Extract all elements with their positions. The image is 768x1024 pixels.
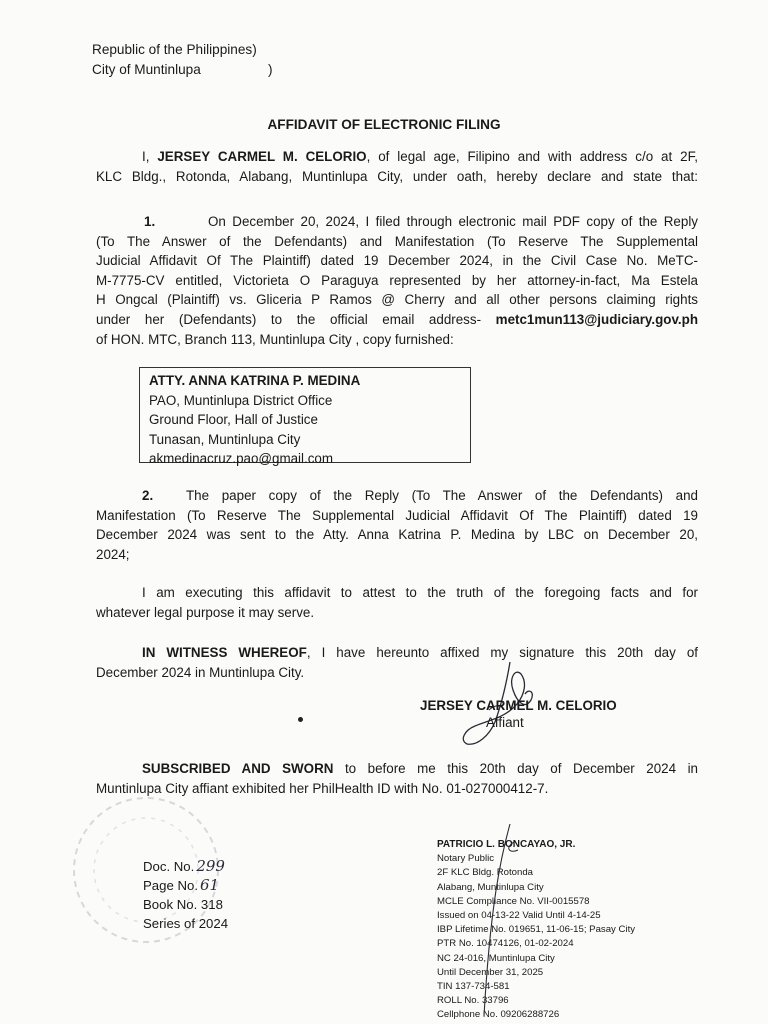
page-number-handwritten: 61 [200, 876, 220, 894]
intro-paragraph [96, 147, 698, 186]
venue-city-row [92, 60, 273, 80]
witness-paragraph [96, 643, 698, 682]
para1-number: 1. [144, 214, 156, 229]
ink-dot [298, 717, 303, 722]
furnished-name: ATTY. ANNA KATRINA P. MEDINA [149, 373, 361, 388]
doc-number-row: Doc. No. 299 [143, 857, 225, 875]
para1-line-4: M-7775-CV entitled, Victorieta O Paraguya represented by her attorney-in-fact, Ma Estela [96, 272, 698, 288]
para1-line-6: under her (Defendants) to the official email address- metc1mun113@judiciary.gov.ph [96, 311, 698, 327]
para1-line-2: (To The Answer of the Defendants) and Manifestation (To Reserve The Supplemental [96, 233, 698, 249]
para2-line-4: 2024; [96, 546, 130, 562]
notary-roll: ROLL No. 33796 [437, 995, 509, 1007]
intro-line-2: KLC Bldg., Rotonda, Alabang, Muntinlupa City, under oath, hereby declare and state that: [96, 168, 698, 184]
book-number: Book No. 318 [143, 897, 223, 912]
executing-line-1: I am executing this affidavit to attest to the truth of the foregoing facts and for [142, 585, 698, 600]
venue-paren: ) [268, 62, 273, 77]
series: Series of 2024 [143, 916, 229, 931]
copy-furnished-box [139, 367, 471, 466]
notary-issued: Issued on 04-13-22 Valid Until 4-14-25 [437, 910, 601, 922]
notary-name: PATRICIO L. BONCAYAO, JR. [437, 839, 576, 850]
signature-block [420, 698, 617, 730]
executing-paragraph [96, 583, 698, 622]
document-title: AFFIDAVIT OF ELECTRONIC FILING [267, 117, 501, 132]
signature-role: Affiant [486, 715, 524, 730]
para2-line-1: 2. The paper copy of the Reply (To The Answer of the Defendants) and [96, 486, 698, 506]
furnished-city: Tunasan, Muntinlupa City [149, 431, 301, 447]
notarial-register [143, 857, 228, 933]
notary-tin: TIN 137-734-581 [437, 981, 510, 993]
notary-mcle: MCLE Compliance No. VII-0015578 [437, 895, 590, 907]
notary-ptr: PTR No. 10474126, 01-02-2024 [437, 938, 574, 950]
witness-line-1: IN WITNESS WHEREOF, I have hereunto affixed my signature this 20th day of [142, 645, 698, 660]
venue-header [92, 40, 273, 80]
para2-number: 2. [142, 488, 154, 503]
venue-country: Republic of the Philippines) [92, 42, 257, 57]
sworn-bold: SUBSCRIBED AND SWORN [142, 761, 334, 776]
notary-address-2: Alabang, Muntinlupa City [437, 881, 544, 893]
furnished-floor: Ground Floor, Hall of Justice [149, 412, 318, 427]
notary-ibp: IBP Lifetime No. 019651, 11-06-15; Pasay City [437, 924, 636, 936]
furnished-email: akmedinacruz.pao@gmail.com [149, 451, 334, 466]
para2-line-2: Manifestation (To Reserve The Supplemental Judicial Affidavit Of The Plaintiff) dated 19 [96, 507, 698, 523]
paragraph-1 [96, 212, 698, 349]
affiant-name: JERSEY CARMEL M. CELORIO [157, 149, 367, 164]
sworn-line-1: SUBSCRIBED AND SWORN to before me this 20th day of December 2024 in [142, 761, 698, 776]
witness-line-2: December 2024 in Muntinlupa City. [96, 664, 305, 680]
executing-line-2: whatever legal purpose it may serve. [96, 604, 315, 620]
signature-name: JERSEY CARMEL M. CELORIO [420, 698, 617, 713]
paragraph-2 [96, 486, 698, 564]
para1-line-1: 1. On December 20, 2024, I filed through electronic mail PDF copy of the Reply [96, 212, 698, 232]
witness-bold: IN WITNESS WHEREOF [142, 645, 307, 660]
venue-city: City of Muntinlupa [92, 62, 201, 77]
notary-cellphone: Cellphone No. 09206288726 [437, 1009, 560, 1021]
official-email: metc1mun113@judiciary.gov.ph [495, 311, 698, 327]
notary-address-1: 2F KLC Bldg. Rotonda [437, 867, 533, 879]
doc-number-handwritten: 299 [196, 857, 225, 875]
para2-line-3: December 2024 was sent to the Atty. Anna Katrina P. Medina by LBC on December 20, [96, 527, 698, 543]
notary-nc: NC 24-016, Muntinlupa City [437, 952, 555, 964]
notary-signature-scribble [470, 820, 540, 1020]
sworn-line-2: Muntinlupa City affiant exhibited her PhilHealth ID with No. 01-027000412-7. [96, 780, 549, 796]
para1-line-5: H Ongcal (Plaintiff) vs. Gliceria P Ramos @ Cherry and all other persons claiming rights [96, 292, 698, 308]
para1-line-3: Judicial Affidavit Of The Plaintiff) dated 19 December 2024, in the Civil Case No. MeTC- [96, 253, 698, 269]
furnished-office: PAO, Muntinlupa District Office [149, 392, 333, 408]
intro-line-1: I, JERSEY CARMEL M. CELORIO, of legal age, Filipino and with address c/o at 2F, [142, 149, 698, 164]
notary-title: Notary Public [437, 853, 495, 865]
para1-line-7: of HON. MTC, Branch 113, Muntinlupa City , copy furnished: [96, 331, 454, 347]
page-number-row: Page No. 61 [143, 876, 220, 894]
notary-until: Until December 31, 2025 [437, 966, 544, 978]
